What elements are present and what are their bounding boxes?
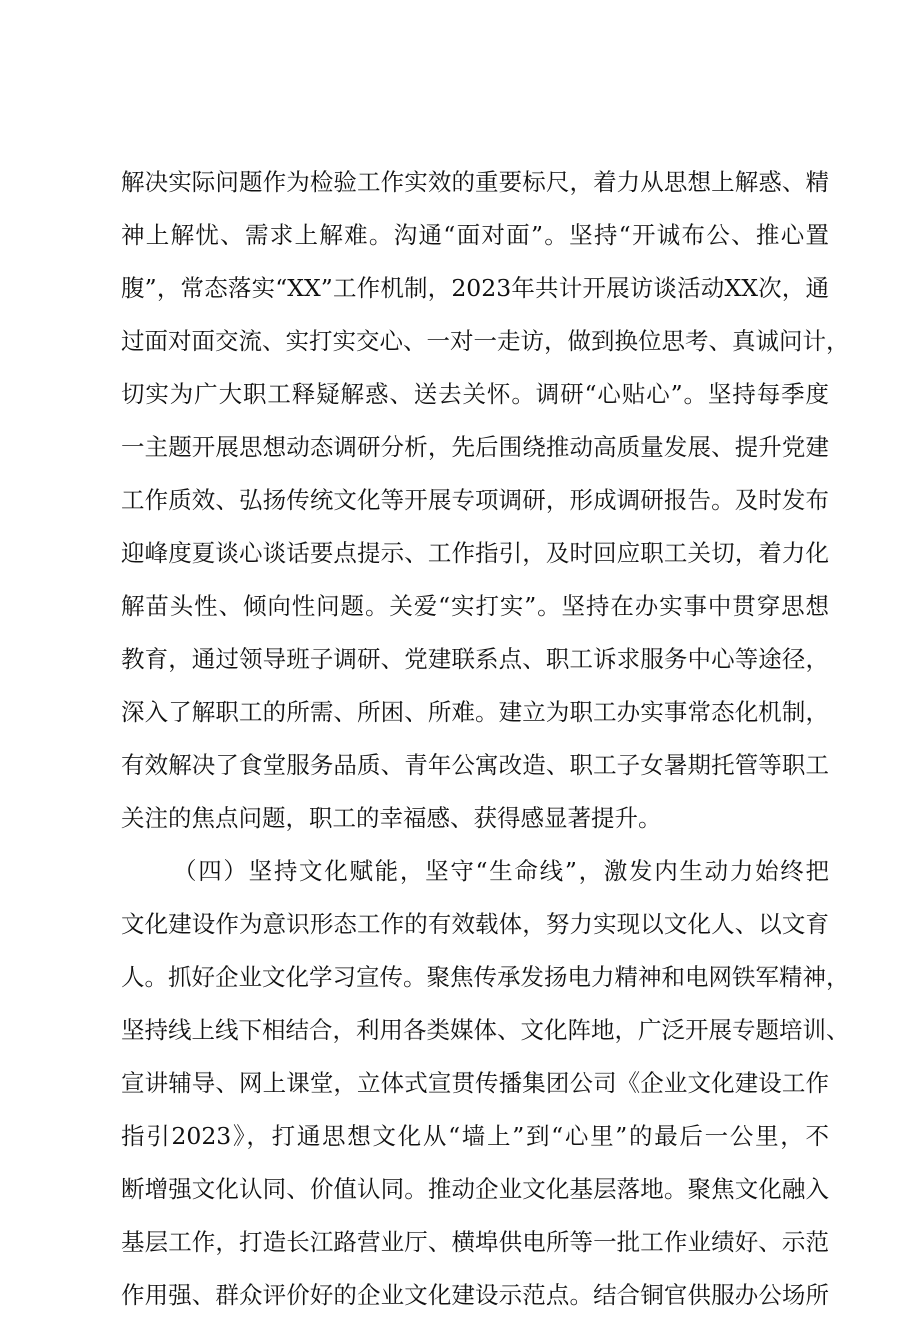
text-line: 过面对面交流、实打实交心、一对一走访，做到换位思考、真诚问计，: [121, 327, 850, 355]
paragraph-1: [121, 156, 850, 845]
text-line: 深入了解职工的所需、所困、所难。建立为职工办实事常态化机制，: [121, 698, 829, 726]
text-line: 基层工作，打造长江路营业厅、横埠供电所等一批工作业绩好、示范: [121, 1228, 829, 1256]
paragraph-2: [121, 845, 850, 1322]
text-line: 有效解决了食堂服务品质、青年公寓改造、职工子女暑期托管等职工: [121, 751, 829, 779]
text-line: 迎峰度夏谈心谈话要点提示、工作指引，及时回应职工关切，着力化: [121, 539, 829, 567]
text-line: 解决实际问题作为检验工作实效的重要标尺，着力从思想上解惑、精: [121, 168, 829, 196]
text-line: 作用强、群众评价好的企业文化建设示范点。结合铜官供服办公场所: [121, 1281, 829, 1309]
text-line: 神上解忧、需求上解难。沟通“面对面”。坚持“开诚布公、推心置: [121, 221, 829, 249]
text-line: 腹”，常态落实“XX”工作机制，2023年共计开展访谈活动XX次，通: [121, 274, 829, 302]
text-line: 切实为广大职工释疑解惑、送去关怀。调研“心贴心”。坚持每季度: [121, 380, 829, 408]
text-line: 解苗头性、倾向性问题。关爱“实打实”。坚持在办实事中贯穿思想: [121, 592, 829, 620]
text-line: 宣讲辅导、网上课堂，立体式宣贯传播集团公司《企业文化建设工作: [121, 1069, 829, 1097]
text-line: 文化建设作为意识形态工作的有效载体，努力实现以文化人、以文育: [121, 910, 829, 938]
section-heading-line: （四）坚持文化赋能，坚守“生命线”，激发内生动力始终把: [173, 857, 829, 885]
text-line: 教育，通过领导班子调研、党建联系点、职工诉求服务中心等途径，: [121, 645, 829, 673]
document-body: [121, 156, 850, 1322]
text-line: 指引2023》，打通思想文化从“墙上”到“心里”的最后一公里，不: [121, 1122, 829, 1150]
text-line: 关注的焦点问题，职工的幸福感、获得感显著提升。: [121, 804, 662, 832]
text-line: 工作质效、弘扬传统文化等开展专项调研，形成调研报告。及时发布: [121, 486, 829, 514]
text-line: 人。抓好企业文化学习宣传。聚焦传承发扬电力精神和电网铁军精神，: [121, 963, 850, 991]
text-line: 断增强文化认同、价值认同。推动企业文化基层落地。聚焦文化融入: [121, 1175, 829, 1203]
text-line: 坚持线上线下相结合，利用各类媒体、文化阵地，广泛开展专题培训、: [121, 1016, 850, 1044]
text-line: 一主题开展思想动态调研分析，先后围绕推动高质量发展、提升党建: [121, 433, 829, 461]
